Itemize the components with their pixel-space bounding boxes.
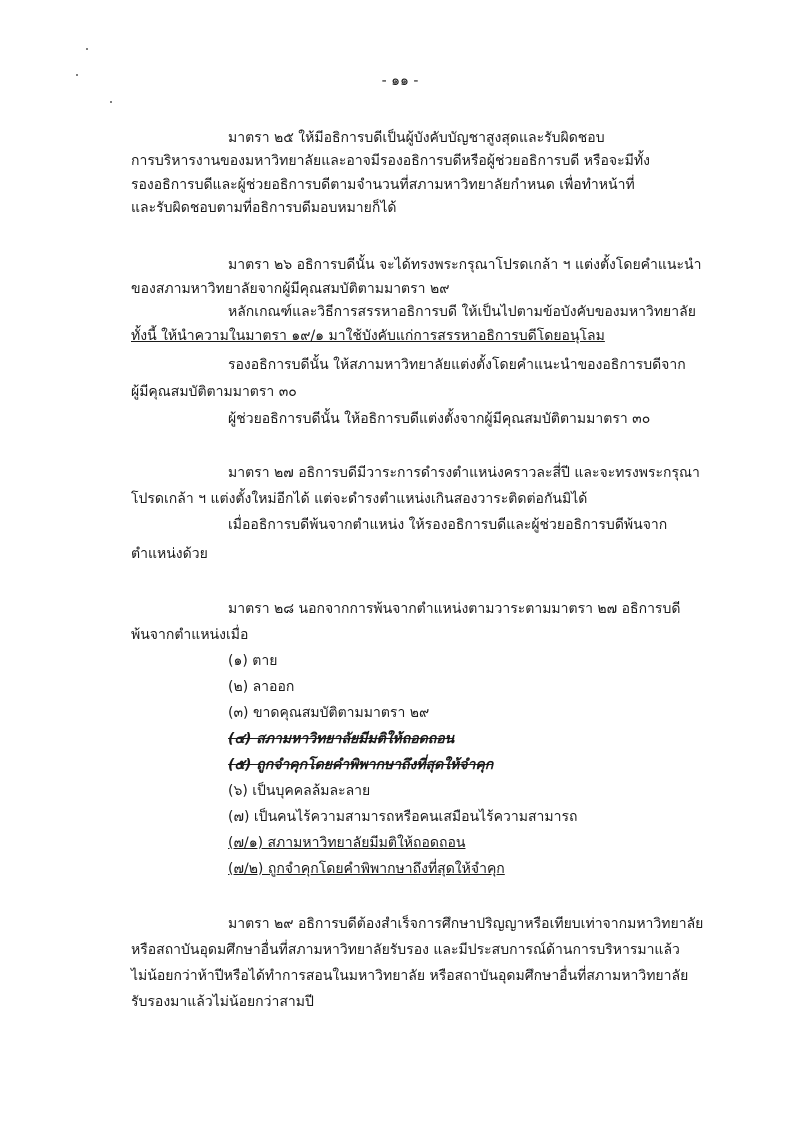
s28-item-2: (๒) ลาออก (228, 679, 295, 695)
s25-line-4: และรับผิดชอบตามที่อธิการบดีมอบหมายก็ได้ (131, 200, 397, 216)
scan-speck (86, 48, 88, 50)
s27-line-1: มาตรา ๒๗ อธิการบดีมีวาระการดำรงตำแหน่งคราวละสี่ปี และจะทรงพระกรุณา (228, 465, 700, 481)
s28-line-2: พ้นจากตำแหน่งเมื่อ (131, 627, 249, 643)
s26-line-2: ของสภามหาวิทยาลัยจากผู้มีคุณสมบัติตามมาตรา ๒๙ (131, 281, 450, 297)
s29-line-3: ไม่น้อยกว่าห้าปีหรือได้ทำการสอนในมหาวิทยาลัย หรือสถาบันอุดมศึกษาอื่นที่สภามหาวิทยาลัย (131, 968, 689, 984)
s29-line-2: หรือสถาบันอุดมศึกษาอื่นที่สภามหาวิทยาลัยรับรอง และมีประสบการณ์ด้านการบริหารมาแล้ว (131, 942, 680, 958)
s26-line-3: หลักเกณฑ์และวิธีการสรรหาอธิการบดี ให้เป็นไปตามข้อบังคับของมหาวิทยาลัย (228, 304, 696, 320)
s29-line-4: รับรองมาแล้วไม่น้อยกว่าสามปี (131, 994, 314, 1010)
s27-line-4: ตำแหน่งด้วย (131, 546, 208, 562)
s28-item-6: (๖) เป็นบุคคลล้มละลาย (228, 783, 371, 799)
s27-line-2: โปรดเกล้า ฯ แต่งตั้งใหม่อีกได้ แต่จะดำรงตำแหน่งเกินสองวาระติดต่อกันมิได้ (131, 491, 588, 507)
s28-item-7: (๗) เป็นคนไร้ความสามารถหรือคนเสมือนไร้ความสามารถ (228, 809, 578, 825)
s25-line-3: รองอธิการบดีและผู้ช่วยอธิการบดีตามจำนวนที่สภามหาวิทยาลัยกำหนด เพื่อทำหน้าที่ (131, 177, 635, 193)
s28-item-7-2-amended: (๗/๒) ถูกจำคุกโดยคำพิพากษาถึงที่สุดให้จำคุก (228, 861, 505, 877)
s26-line-4-amended: ทั้งนี้ ให้นำความในมาตรา ๑๙/๑ มาใช้บังคับแก่การสรรหาอธิการบดีโดยอนุโลม (131, 328, 605, 344)
s27-line-3: เมื่ออธิการบดีพ้นจากตำแหน่ง ให้รองอธิการบดีและผู้ช่วยอธิการบดีพ้นจาก (228, 517, 668, 533)
s25-line-2: การบริหารงานของมหาวิทยาลัยและอาจมีรองอธิการบดีหรือผู้ช่วยอธิการบดี หรือจะมีทั้ง (131, 153, 650, 169)
s26-line-1: มาตรา ๒๖ อธิการบดีนั้น จะได้ทรงพระกรุณาโปรดเกล้า ฯ แต่งตั้งโดยคำแนะนำ (228, 257, 702, 273)
s28-item-5-repealed: (๕) ถูกจำคุกโดยคำพิพากษาถึงที่สุดให้จำคุก (228, 757, 494, 773)
page-number: - ๑๑ - (381, 73, 419, 89)
s26-line-5: รองอธิการบดีนั้น ให้สภามหาวิทยาลัยแต่งตั้งโดยคำแนะนำของอธิการบดีจาก (228, 357, 686, 373)
s25-line-1: มาตรา ๒๕ ให้มีอธิการบดีเป็นผู้บังคับบัญชาสูงสุดและรับผิดชอบ (228, 130, 605, 146)
s28-item-3: (๓) ขาดคุณสมบัติตามมาตรา ๒๙ (228, 705, 430, 721)
s28-item-4-repealed: (๔) สภามหาวิทยาลัยมีมติให้ถอดถอน (228, 731, 455, 747)
s29-line-1: มาตรา ๒๙ อธิการบดีต้องสำเร็จการศึกษาปริญญาหรือเทียบเท่าจากมหาวิทยาลัย (228, 916, 704, 932)
s28-line-1: มาตรา ๒๘ นอกจากการพ้นจากตำแหน่งตามวาระตามมาตรา ๒๗ อธิการบดี (228, 601, 681, 617)
s26-line-7: ผู้ช่วยอธิการบดีนั้น ให้อธิการบดีแต่งตั้งจากผู้มีคุณสมบัติตามมาตรา ๓๐ (228, 411, 651, 427)
scan-speck (110, 101, 112, 103)
s28-item-1: (๑) ตาย (228, 653, 278, 669)
s26-line-6: ผู้มีคุณสมบัติตามมาตรา ๓๐ (131, 384, 297, 400)
s28-item-7-1-amended: (๗/๑) สภามหาวิทยาลัยมีมติให้ถอดถอน (228, 835, 466, 851)
